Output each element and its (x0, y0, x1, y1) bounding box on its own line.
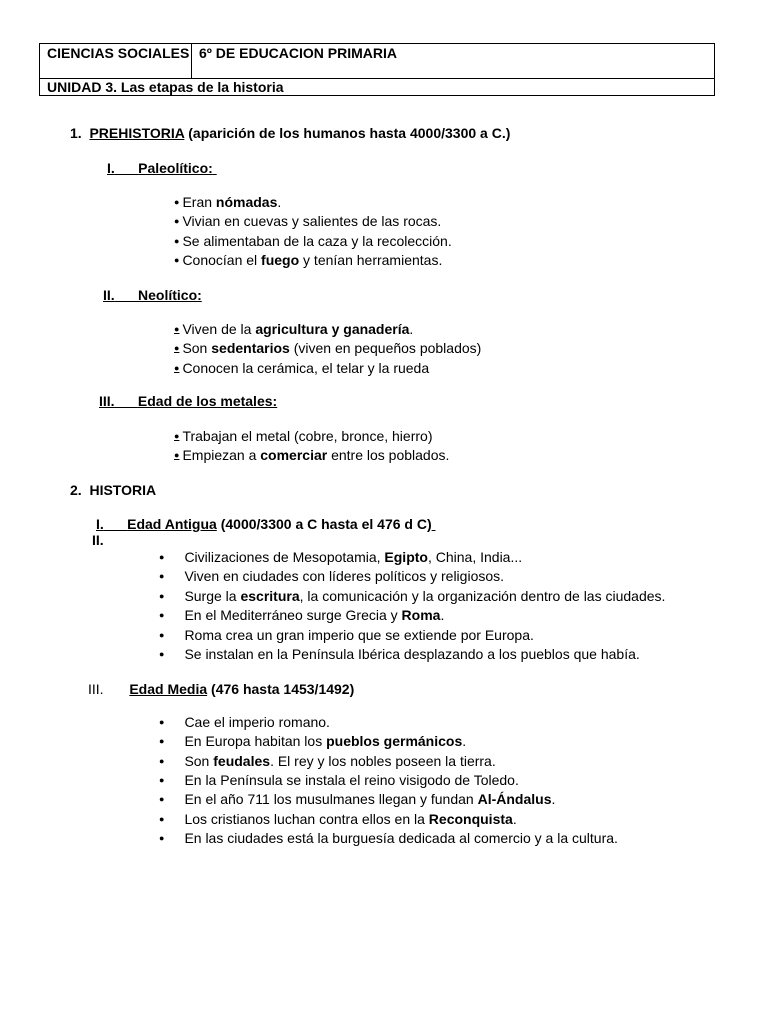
prehistoria-number: 1. (70, 125, 82, 141)
paleolitico-title: Paleolítico: (138, 160, 213, 176)
media-subtitle: (476 hasta 1453/1492) (211, 681, 355, 697)
item-bold-text: Reconquista (428, 810, 513, 827)
bullet-icon: ● (159, 590, 165, 601)
item-text: Conocen la cerámica, el telar y la rueda (182, 359, 430, 376)
list-item (159, 567, 504, 585)
metales-title: Edad de los metales: (137, 393, 278, 409)
item-bold-text: comerciar (260, 447, 328, 464)
list-item (159, 790, 555, 808)
list-item (174, 339, 481, 357)
item-text: Cae el imperio romano. (184, 714, 330, 730)
historia-title: HISTORIA (89, 482, 157, 498)
item-text: Eran (182, 194, 216, 210)
bullet-icon: ● (159, 755, 165, 766)
item-text: En la Península se instala el reino visigodo de Toledo. (184, 771, 519, 788)
item-text: Son (182, 340, 212, 357)
item-text: Roma crea un gran imperio que se extiende por Europa. (184, 626, 534, 643)
bullet-icon: ● (174, 197, 180, 207)
list-item (159, 626, 534, 644)
item-bold-text: nómadas (215, 194, 278, 210)
antigua-heading (96, 515, 436, 533)
bullet-icon: ● (159, 813, 165, 824)
item-text-end: entre los poblados. (327, 447, 450, 464)
media-heading (88, 680, 354, 698)
item-text-end: (viven en pequeños poblados) (289, 340, 482, 357)
bullet-icon: ● (174, 343, 180, 354)
item-bold-text: Al-Ándalus (477, 791, 552, 808)
neolitico-heading (103, 286, 202, 304)
list-item (159, 587, 665, 605)
item-text-end: . (462, 733, 467, 750)
bullet-icon: ● (159, 552, 165, 562)
item-text: Civilizaciones de Mesopotamia, (184, 549, 385, 565)
bullet-icon: ● (159, 794, 165, 805)
media-title: Edad Media (129, 681, 208, 697)
metales-heading (99, 392, 277, 410)
item-bold-text: fuego (261, 251, 300, 268)
header-table (39, 43, 715, 96)
unit-cell (40, 79, 715, 96)
antigua-subtitle: (4000/3300 a C hasta el 476 d C) (220, 516, 432, 532)
grade-label: 6º DE EDUCACION PRIMARIA (199, 45, 398, 61)
item-bold-text: Egipto (384, 549, 428, 565)
metales-numeral: III. (99, 393, 115, 409)
prehistoria-heading (70, 124, 510, 142)
bullet-icon: ● (159, 610, 165, 621)
bullet-icon: ● (174, 216, 180, 227)
list-item (174, 193, 281, 211)
neolitico-numeral: II. (103, 287, 115, 303)
list-item (159, 810, 517, 828)
item-bold-text: escritura (240, 587, 300, 604)
item-text: Viven de la (182, 321, 256, 337)
list-item (159, 732, 466, 750)
item-text-end: . (277, 194, 282, 210)
bullet-icon: ● (159, 717, 165, 727)
antigua-numeral-2: II. (92, 532, 104, 548)
bullet-icon: ● (174, 254, 180, 265)
item-text: En las ciudades está la burguesía dedicada al comercio y a la cultura. (184, 829, 618, 846)
bullet-icon: ● (159, 571, 165, 582)
item-text-end: . (409, 321, 414, 337)
bullet-icon: ● (174, 324, 180, 334)
item-text: Se instalan en la Península Ibérica desplazando a los pueblos que había. (184, 646, 640, 662)
item-bold-text: Roma (401, 607, 441, 624)
list-item (159, 829, 618, 847)
item-bold-text: agricultura y ganadería (255, 321, 410, 337)
item-text: Conocían el (182, 251, 262, 268)
item-text: En Europa habitan los (184, 733, 327, 750)
list-item (159, 606, 444, 624)
bullet-icon: ● (159, 774, 165, 785)
list-item (159, 752, 496, 770)
item-text: Vivian en cuevas y salientes de las rocas. (182, 213, 442, 230)
subject-label: CIENCIAS SOCIALES (47, 45, 190, 61)
historia-heading (70, 481, 156, 499)
list-item (159, 771, 519, 789)
item-text: Los cristianos luchan contra ellos en la (184, 810, 429, 827)
list-item (174, 251, 442, 269)
bullet-icon: ● (159, 629, 165, 640)
item-text-end: . (551, 791, 556, 808)
bullet-icon: ● (174, 450, 180, 461)
media-numeral: III. (88, 681, 104, 697)
antigua-numeral: I. (96, 516, 104, 532)
bullet-icon: ● (174, 362, 180, 373)
bullet-icon: ● (174, 431, 180, 441)
list-item (174, 446, 449, 464)
item-bold-text: sedentarios (211, 340, 290, 357)
grade-cell (192, 44, 715, 79)
paleolitico-heading (107, 159, 217, 177)
item-text: Viven en ciudades con líderes políticos y religiosos. (184, 568, 505, 585)
item-bold-text: feudales (213, 752, 271, 769)
list-item (174, 232, 452, 250)
item-text: Se alimentaban de la caza y la recolección. (182, 232, 452, 249)
item-text-end: . (512, 810, 517, 827)
item-text: En el Mediterráneo surge Grecia y (184, 607, 402, 624)
paleolitico-numeral: I. (107, 160, 115, 176)
item-text-end: , la comunicación y la organización dentro de las ciudades. (299, 587, 666, 604)
unit-title: UNIDAD 3. Las etapas de la historia (47, 79, 284, 95)
item-text-end: y tenían herramientas. (299, 251, 443, 268)
item-text: Surge la (184, 587, 241, 604)
item-text: En el año 711 los musulmanes llegan y fundan (184, 791, 478, 808)
list-item (174, 427, 432, 445)
neolitico-title: Neolítico: (138, 287, 202, 303)
bullet-icon: ● (159, 649, 165, 659)
historia-number: 2. (70, 482, 82, 498)
list-item (174, 212, 441, 230)
prehistoria-title: PREHISTORIA (89, 125, 185, 141)
subject-cell (40, 44, 192, 79)
item-text-end: . (440, 607, 445, 624)
list-item (174, 320, 413, 338)
item-text-end: . El rey y los nobles poseen la tierra. (270, 752, 496, 769)
bullet-icon: ● (174, 235, 180, 246)
antigua-title: Edad Antigua (127, 516, 217, 532)
list-item (159, 548, 522, 566)
list-item (159, 713, 330, 731)
item-text-end: , China, India... (427, 549, 523, 565)
list-item (174, 359, 429, 377)
list-item (159, 645, 640, 663)
item-text: Son (184, 752, 214, 769)
prehistoria-subtitle: (aparición de los humanos hasta 4000/3300 a C.) (188, 125, 511, 141)
bullet-icon: ● (159, 736, 165, 747)
item-bold-text: pueblos germánicos (326, 733, 463, 750)
item-text: Empiezan a (182, 447, 261, 464)
bullet-icon: ● (159, 832, 165, 843)
item-text: Trabajan el metal (cobre, bronce, hierro) (182, 428, 433, 444)
